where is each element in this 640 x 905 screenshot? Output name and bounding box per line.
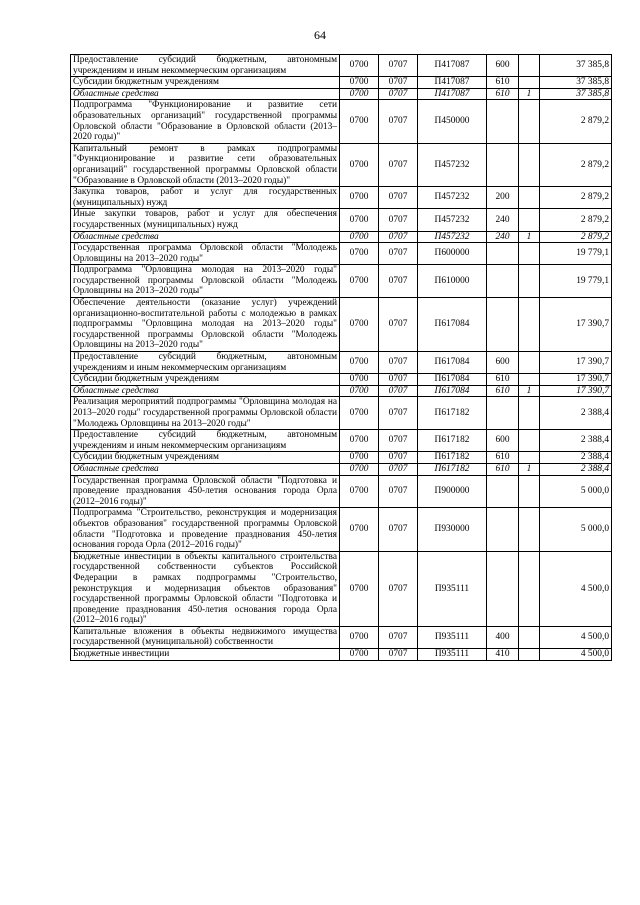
row-section: 0700 [340, 187, 379, 209]
row-subsection: 0707 [379, 265, 418, 298]
row-name: Областные средства [71, 385, 340, 397]
row-subsection: 0707 [379, 397, 418, 430]
row-target-article: П457232 [418, 209, 487, 231]
row-target-article: П617182 [418, 452, 487, 464]
row-sum: 2 879,2 [540, 231, 612, 243]
row-sum: 17 390,7 [540, 385, 612, 397]
row-expense-type: 610 [487, 374, 519, 386]
row-subsection: 0707 [379, 88, 418, 100]
table-row [71, 430, 612, 452]
row-section: 0700 [340, 88, 379, 100]
row-subsection: 0707 [379, 374, 418, 386]
table-row [71, 298, 612, 352]
table-row [71, 231, 612, 243]
row-sum: 37 385,8 [540, 88, 612, 100]
row-target-article: П457232 [418, 231, 487, 243]
row-section: 0700 [340, 452, 379, 464]
row-subsection: 0707 [379, 626, 418, 648]
row-subsection: 0707 [379, 551, 418, 626]
row-expense-type [487, 243, 519, 265]
table-row [71, 626, 612, 648]
row-name: Субсидии бюджетным учреждениям [71, 374, 340, 386]
row-expense-type: 400 [487, 626, 519, 648]
row-sum: 2 388,4 [540, 452, 612, 464]
row-target-article: П935111 [418, 551, 487, 626]
row-subsection: 0707 [379, 55, 418, 77]
row-budget-code: 1 [519, 385, 540, 397]
row-expense-type: 240 [487, 209, 519, 231]
row-subsection: 0707 [379, 508, 418, 551]
row-expense-type: 600 [487, 352, 519, 374]
table-row [71, 397, 612, 430]
row-sum: 4 500,0 [540, 551, 612, 626]
row-budget-code: 1 [519, 463, 540, 475]
table-row [71, 463, 612, 475]
row-sum: 4 500,0 [540, 626, 612, 648]
row-subsection: 0707 [379, 77, 418, 89]
row-sum: 19 779,1 [540, 243, 612, 265]
row-budget-code [519, 551, 540, 626]
row-target-article: П617084 [418, 374, 487, 386]
row-expense-type: 610 [487, 463, 519, 475]
table-row [71, 352, 612, 374]
row-expense-type [487, 508, 519, 551]
row-expense-type: 200 [487, 187, 519, 209]
row-subsection: 0707 [379, 352, 418, 374]
table-row [71, 374, 612, 386]
row-sum: 17 390,7 [540, 298, 612, 352]
row-sum: 19 779,1 [540, 265, 612, 298]
row-name: Государственная программа Орловской области "Подготовка и проведение празднования 450-летия основания города Орла (2012–2016 годы)" [71, 475, 340, 508]
row-target-article: П617084 [418, 385, 487, 397]
table-row [71, 385, 612, 397]
row-subsection: 0707 [379, 475, 418, 508]
row-target-article: П417087 [418, 77, 487, 89]
row-section: 0700 [340, 551, 379, 626]
row-name: Субсидии бюджетным учреждениям [71, 452, 340, 464]
row-section: 0700 [340, 649, 379, 661]
row-name: Бюджетные инвестиции [71, 649, 340, 661]
row-section: 0700 [340, 374, 379, 386]
row-target-article: П457232 [418, 187, 487, 209]
row-section: 0700 [340, 77, 379, 89]
row-name: Подпрограмма "Орловщина молодая на 2013–2020 годы" государственной программы Орловской области "Молодежь Орловщины на 2013–2020 годы" [71, 265, 340, 298]
row-target-article: П417087 [418, 88, 487, 100]
table-row [71, 143, 612, 186]
row-target-article: П935111 [418, 649, 487, 661]
row-name: Субсидии бюджетным учреждениям [71, 77, 340, 89]
row-target-article: П617084 [418, 298, 487, 352]
row-budget-code [519, 374, 540, 386]
row-sum: 2 879,2 [540, 100, 612, 143]
row-name: Подпрограмма "Строительство, реконструкция и модернизация объектов образования" государственной программы Орловской области "Подготовка и проведение празднования 450-летия основания города Орла (2012–2016 годы)" [71, 508, 340, 551]
table-row [71, 649, 612, 661]
row-budget-code [519, 452, 540, 464]
row-section: 0700 [340, 475, 379, 508]
row-sum: 5 000,0 [540, 475, 612, 508]
row-expense-type [487, 143, 519, 186]
row-sum: 2 879,2 [540, 187, 612, 209]
row-sum: 17 390,7 [540, 374, 612, 386]
row-target-article: П450000 [418, 100, 487, 143]
row-target-article: П617182 [418, 397, 487, 430]
row-section: 0700 [340, 55, 379, 77]
row-name: Иные закупки товаров, работ и услуг для обеспечения государственных (муниципальных) нужд [71, 209, 340, 231]
table-row [71, 88, 612, 100]
budget-table-body [71, 55, 612, 661]
row-name: Обеспечение деятельности (оказание услуг) учреждений организационно-воспитательной работы с молодежью в рамках подпрограммы "Орловщина молодая на 2013–2020 годы" государственной программы Орловской области "Молодежь Орловщины на 2013–2020 годы" [71, 298, 340, 352]
row-subsection: 0707 [379, 143, 418, 186]
row-expense-type: 240 [487, 231, 519, 243]
table-row [71, 77, 612, 89]
row-expense-type: 610 [487, 77, 519, 89]
row-subsection: 0707 [379, 187, 418, 209]
row-budget-code [519, 243, 540, 265]
table-row [71, 209, 612, 231]
row-section: 0700 [340, 352, 379, 374]
table-row [71, 55, 612, 77]
row-budget-code [519, 626, 540, 648]
row-section: 0700 [340, 100, 379, 143]
row-name: Предоставление субсидий бюджетным, автономным учреждениям и иным некоммерческим организациям [71, 430, 340, 452]
row-budget-code [519, 298, 540, 352]
table-row [71, 551, 612, 626]
row-subsection: 0707 [379, 452, 418, 464]
row-name: Областные средства [71, 88, 340, 100]
row-section: 0700 [340, 508, 379, 551]
row-name: Предоставление субсидий бюджетным, автономным учреждениям и иным некоммерческим организациям [71, 55, 340, 77]
row-subsection: 0707 [379, 649, 418, 661]
row-section: 0700 [340, 385, 379, 397]
row-budget-code [519, 55, 540, 77]
page-number: 64 [314, 28, 326, 42]
row-budget-code: 1 [519, 88, 540, 100]
row-sum: 37 385,8 [540, 55, 612, 77]
row-target-article: П610000 [418, 265, 487, 298]
row-section: 0700 [340, 243, 379, 265]
row-subsection: 0707 [379, 385, 418, 397]
row-section: 0700 [340, 209, 379, 231]
row-budget-code [519, 430, 540, 452]
row-expense-type [487, 265, 519, 298]
row-name: Капитальные вложения в объекты недвижимого имущества государственной (муниципальной) собственности [71, 626, 340, 648]
row-budget-code [519, 475, 540, 508]
row-section: 0700 [340, 143, 379, 186]
row-target-article: П900000 [418, 475, 487, 508]
table-row [71, 452, 612, 464]
row-budget-code [519, 397, 540, 430]
row-expense-type: 610 [487, 452, 519, 464]
table-row [71, 187, 612, 209]
row-section: 0700 [340, 626, 379, 648]
row-section: 0700 [340, 463, 379, 475]
row-target-article: П600000 [418, 243, 487, 265]
row-sum: 17 390,7 [540, 352, 612, 374]
row-section: 0700 [340, 231, 379, 243]
table-row [71, 475, 612, 508]
row-target-article: П617182 [418, 430, 487, 452]
row-budget-code [519, 209, 540, 231]
row-sum: 5 000,0 [540, 508, 612, 551]
row-sum: 37 385,8 [540, 77, 612, 89]
row-expense-type [487, 100, 519, 143]
row-budget-code [519, 649, 540, 661]
row-sum: 4 500,0 [540, 649, 612, 661]
row-section: 0700 [340, 298, 379, 352]
row-name: Закупка товаров, работ и услуг для государственных (муниципальных) нужд [71, 187, 340, 209]
row-section: 0700 [340, 265, 379, 298]
row-expense-type [487, 397, 519, 430]
row-expense-type: 610 [487, 385, 519, 397]
row-budget-code [519, 100, 540, 143]
row-subsection: 0707 [379, 243, 418, 265]
row-name: Капитальный ремонт в рамках подпрограммы "Функционирование и развитие сети образовательных организаций" государственной программы Орловской области "Образование в Орловской области (2013–2020 годы)" [71, 143, 340, 186]
row-sum: 2 388,4 [540, 463, 612, 475]
row-subsection: 0707 [379, 463, 418, 475]
row-name: Областные средства [71, 463, 340, 475]
row-budget-code [519, 508, 540, 551]
table-row [71, 265, 612, 298]
row-target-article: П457232 [418, 143, 487, 186]
row-budget-code [519, 143, 540, 186]
row-expense-type [487, 298, 519, 352]
row-subsection: 0707 [379, 209, 418, 231]
row-target-article: П617084 [418, 352, 487, 374]
row-name: Областные средства [71, 231, 340, 243]
row-budget-code [519, 265, 540, 298]
row-expense-type: 600 [487, 55, 519, 77]
row-subsection: 0707 [379, 231, 418, 243]
row-section: 0700 [340, 397, 379, 430]
table-row [71, 243, 612, 265]
row-name: Предоставление субсидий бюджетным, автономным учреждениям и иным некоммерческим организациям [71, 352, 340, 374]
row-sum: 2 388,4 [540, 397, 612, 430]
row-expense-type [487, 475, 519, 508]
row-sum: 2 879,2 [540, 209, 612, 231]
row-name: Государственная программа Орловской области "Молодежь Орловщины на 2013–2020 годы" [71, 243, 340, 265]
row-section: 0700 [340, 430, 379, 452]
row-name: Подпрограмма "Функционирование и развитие сети образовательных организаций" государственной программы Орловской области "Образование в Орловской области (2013–2020 годы)" [71, 100, 340, 143]
row-budget-code [519, 187, 540, 209]
row-target-article: П935111 [418, 626, 487, 648]
budget-table [70, 54, 612, 661]
row-target-article: П417087 [418, 55, 487, 77]
row-budget-code [519, 77, 540, 89]
row-subsection: 0707 [379, 100, 418, 143]
row-name: Реализация мероприятий подпрограммы "Орловщина молодая на 2013–2020 годы" государственной программы Орловской области "Молодежь Орловщины на 2013–2020 годы" [71, 397, 340, 430]
row-sum: 2 388,4 [540, 430, 612, 452]
row-expense-type: 610 [487, 88, 519, 100]
row-target-article: П930000 [418, 508, 487, 551]
row-subsection: 0707 [379, 430, 418, 452]
row-expense-type: 600 [487, 430, 519, 452]
row-name: Бюджетные инвестиции в объекты капитального строительства государственной собственности субъектов Российской Федерации в рамках подпрограммы "Строительство, реконструкция и модернизация объектов образования" государственной программы Орловской области "Подготовка и проведение празднования 450-летия основания города Орла (2012–2016 годы)" [71, 551, 340, 626]
table-row [71, 508, 612, 551]
table-row [71, 100, 612, 143]
row-expense-type [487, 551, 519, 626]
row-target-article: П617182 [418, 463, 487, 475]
row-budget-code: 1 [519, 231, 540, 243]
row-budget-code [519, 352, 540, 374]
row-expense-type: 410 [487, 649, 519, 661]
row-sum: 2 879,2 [540, 143, 612, 186]
row-subsection: 0707 [379, 298, 418, 352]
